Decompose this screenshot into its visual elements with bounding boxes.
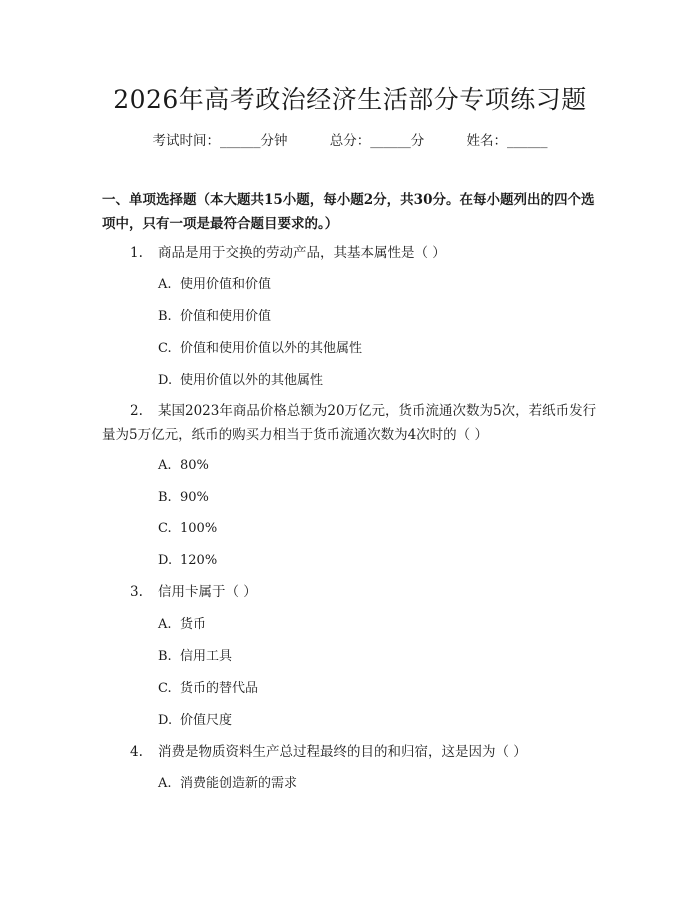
option-1d: D. 使用价值以外的其他属性 [158,373,324,388]
question-text: 商品是用于交换的劳动产品，其基本属性是（ ） [158,245,446,261]
exam-score: 总分：______分 [329,133,425,149]
option-2d: D. 120% [158,553,218,568]
exam-title: 2026年高考政治经济生活部分专项练习题 [113,85,587,114]
question-text: 某国2023年商品价格总额为20万亿元，货币流通次数为5次，若纸币发行量为5万亿元，纸币的购买力相当于货币流通次数为4次时的（ ） [102,403,597,443]
option-2a: A. 80% [158,458,209,473]
question-text: 信用卡属于（ ） [158,584,257,600]
option-2b: B. 90% [158,490,209,505]
option-3c: C. 货币的替代品 [158,681,259,696]
option-1b: B. 价值和使用价值 [158,309,272,324]
section-heading: 一、单项选择题（本大题共15小题，每小题2分，共30分。在每小题列出的四个选项中，只有一项是最符合题目要求的。） [102,192,595,232]
question-number: 2. [130,403,143,419]
question-3 [102,580,600,604]
option-3b: B. 信用工具 [158,649,233,664]
option-1c: C. 价值和使用价值以外的其他属性 [158,341,363,356]
question-4 [102,740,600,764]
option-2c: C. 100% [158,521,218,536]
question-number: 3. [130,584,143,600]
option-3d: D. 价值尺度 [158,713,233,728]
question-1 [102,241,600,265]
option-3a: A. 货币 [158,617,207,632]
exam-meta [0,131,700,151]
question-text: 消费是物质资料生产总过程最终的目的和归宿，这是因为（ ） [158,744,527,760]
option-4a: A. 消费能创造新的需求 [158,776,298,791]
question-2 [102,399,600,447]
exam-name: 姓名：______ [466,133,548,149]
question-number: 1. [130,245,143,261]
option-1a: A. 使用价值和价值 [158,277,272,292]
exam-time: 考试时间：______分钟 [152,133,288,149]
question-number: 4. [130,744,143,760]
